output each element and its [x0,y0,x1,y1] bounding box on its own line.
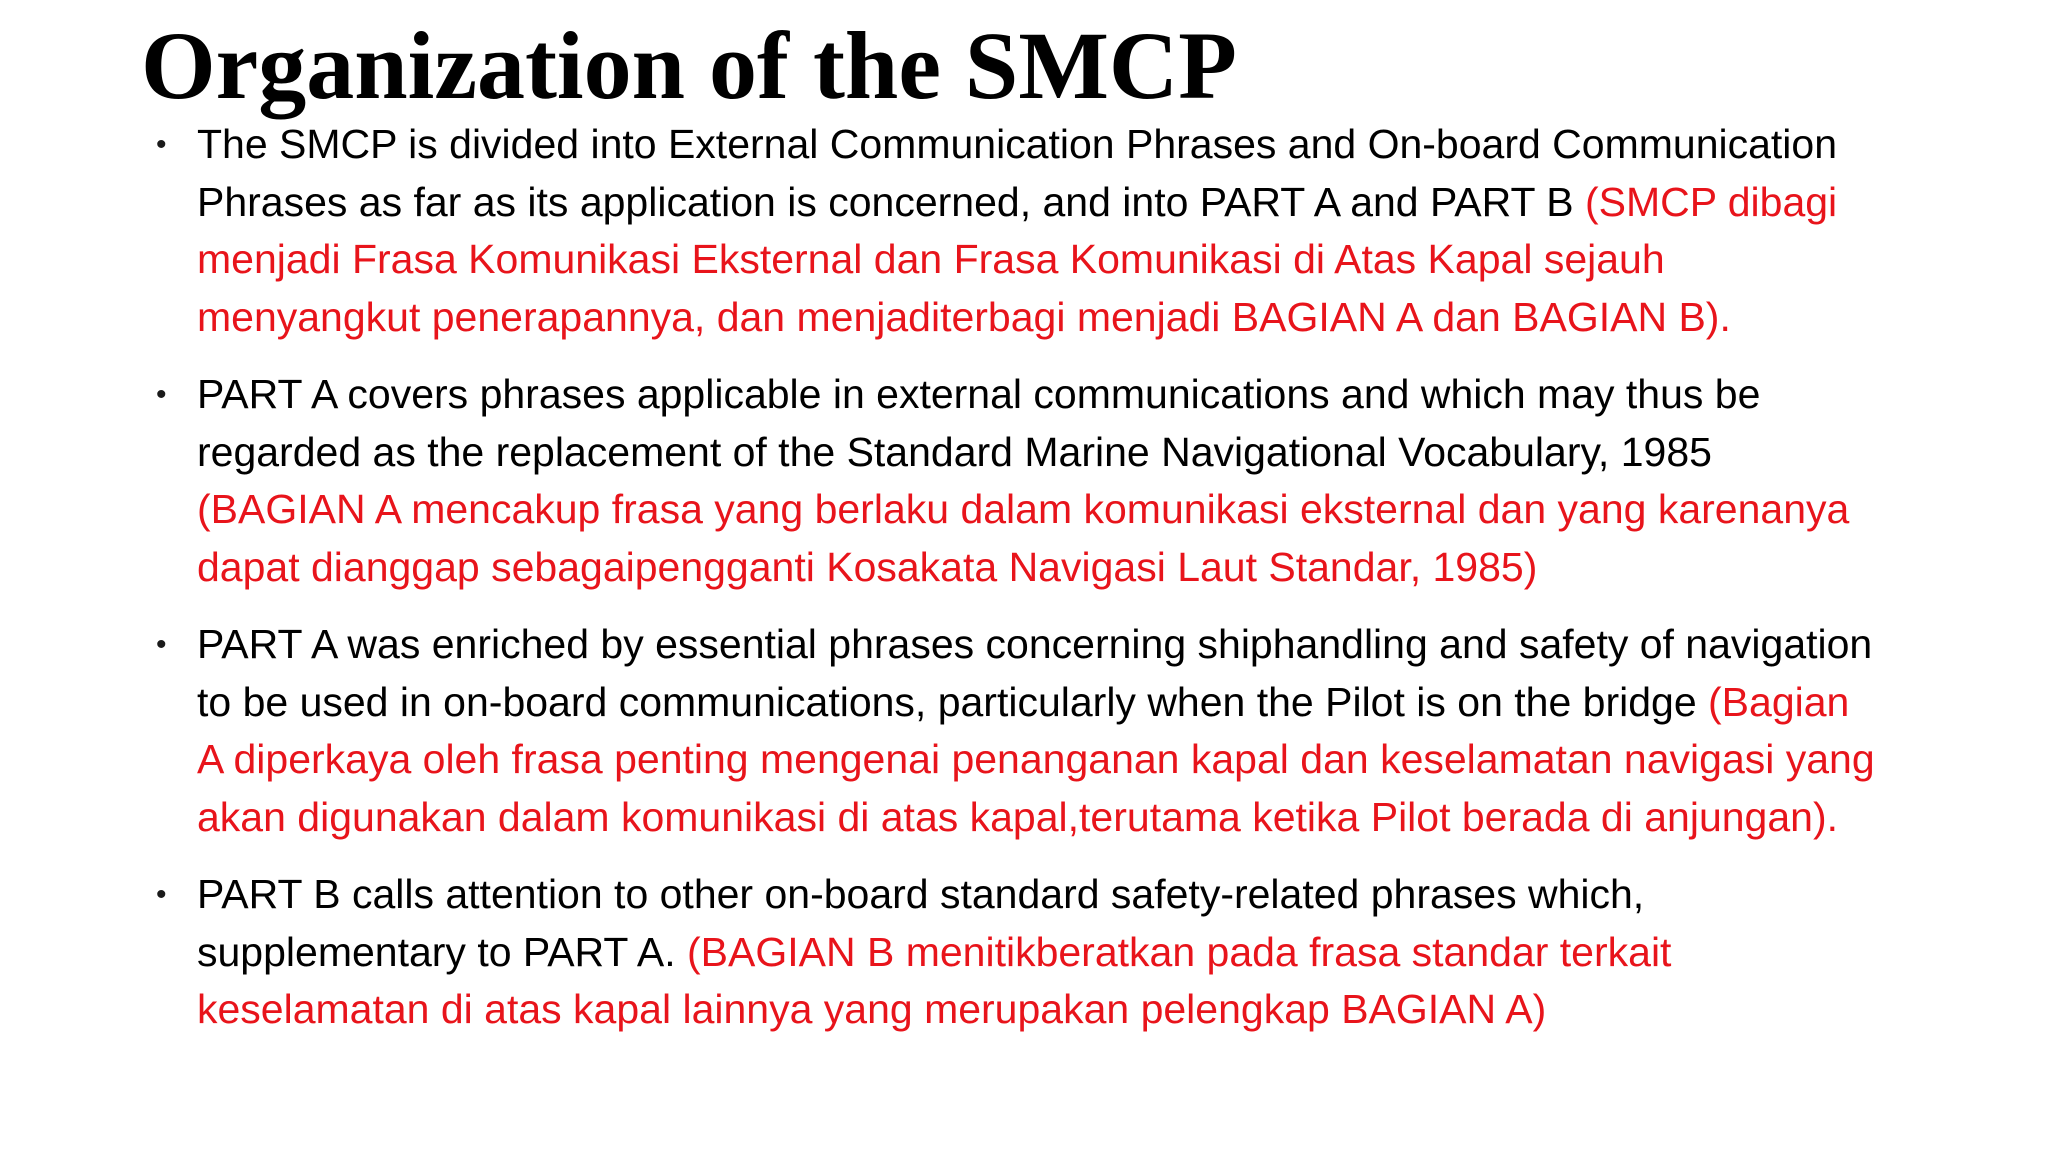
bullet-dot-icon: • [156,378,167,411]
bullet-translation-text: (BAGIAN B menitikberatkan pada frasa standar terkait keselamatan di atas kapal lainnya yang merupakan pelengkap BAGIAN A) [197,928,1672,1032]
bullet-translation-text: (SMCP dibagi menjadi Frasa Komunikasi Eksternal dan Frasa Komunikasi di Atas Kapal sejauh menyangkut penerapannya, dan menjaditerbagi menjadi BAGIAN A dan BAGIAN B). [197,178,1838,340]
bullet-translation-text: (Bagian A diperkaya oleh frasa penting mengenai penanganan kapal dan keselamatan navigasi yang akan digunakan dalam komunikasi di atas kapal,terutama ketika Pilot berada di anjungan). [197,678,1875,840]
bullet-dot-icon: • [156,878,167,911]
bullet-dot-icon: • [156,628,167,661]
slide-title: Organization of the SMCP [141,12,1237,119]
bullet-translation-text: (BAGIAN A mencakup frasa yang berlaku dalam komunikasi eksternal dan yang karenanya dapat dianggap sebagaipengganti Kosakata Navigasi Laut Standar, 1985) [197,486,1850,590]
bullet-list [156,116,1877,1039]
bullet-english-text: PART B calls attention to other on-board standard safety-related phrases which, supplementary to PART A. [197,871,1645,975]
bullet-english-text: The SMCP is divided into External Communication Phrases and On-board Communication Phrases as far as its application is concerned, and into PART A and PART B [197,121,1838,225]
bullet-english-text: PART A was enriched by essential phrases concerning shiphandling and safety of navigation to be used in on-board communications, particularly when the Pilot is on the bridge [197,621,1873,725]
bullet-dot-icon: • [156,128,167,161]
bullet-item-3 [156,616,1877,846]
bullet-item-2 [156,366,1877,596]
bullet-item-4 [156,866,1877,1039]
bullet-english-text: PART A covers phrases applicable in external communications and which may thus be regarded as the replacement of the Standard Marine Navigational Vocabulary, 1985 [197,371,1761,475]
bullet-item-1 [156,116,1877,346]
